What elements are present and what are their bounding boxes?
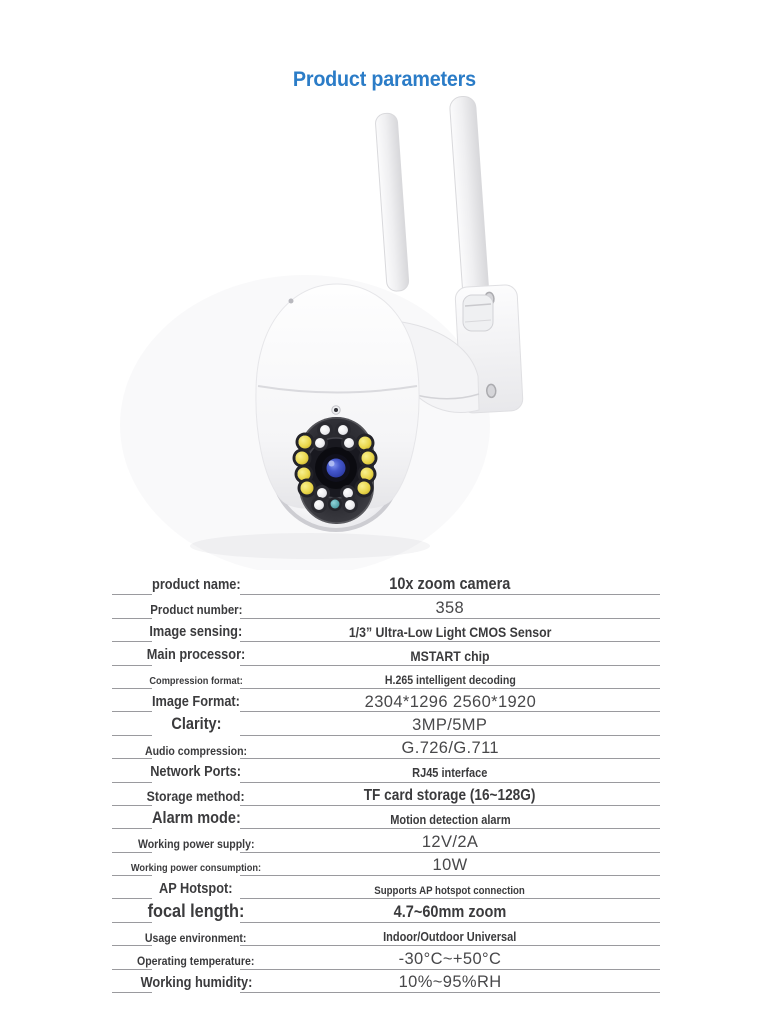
spec-value-cell: [240, 716, 660, 736]
camera-drop-shadow: [190, 533, 430, 559]
led-white: [317, 488, 327, 498]
bracket-screw-bottom: [486, 384, 496, 397]
antenna-hinge: [463, 295, 493, 331]
spec-value-cell: [240, 767, 660, 782]
spec-value-cell: [240, 649, 660, 666]
spec-row: [112, 853, 660, 876]
spec-value-cell: [240, 886, 660, 900]
spec-value-cell: [240, 856, 660, 876]
row-tick-line: [112, 758, 152, 759]
row-tick-line: [112, 922, 152, 923]
spec-value: 358: [435, 597, 465, 617]
row-tick-line: [112, 992, 152, 993]
spec-label: Usage environment:: [145, 930, 247, 945]
spec-row: [112, 619, 660, 642]
spec-row: [112, 829, 660, 852]
row-tick-line: [112, 805, 152, 806]
spec-value: 4.7~60mm zoom: [393, 902, 507, 921]
spec-value: G.726/G.711: [401, 738, 499, 758]
spec-label: Image sensing:: [149, 623, 243, 640]
spec-value-cell: [240, 814, 660, 829]
led-white: [343, 488, 353, 498]
spec-label: Operating temperature:: [137, 954, 255, 969]
mic-hole: [334, 408, 338, 412]
spec-label: Network Ports:: [150, 764, 242, 781]
spec-label-cell: [149, 623, 243, 642]
spec-label-cell: [152, 578, 240, 595]
led-teal: [331, 500, 340, 509]
spec-table: [112, 572, 660, 993]
spec-row: [112, 595, 660, 618]
spec-label: Working humidity:: [140, 974, 252, 991]
spec-row: [112, 689, 660, 712]
spec-value-cell: [240, 693, 660, 713]
row-tick-line: [112, 875, 152, 876]
spec-label-cell: [152, 882, 240, 899]
led-white: [344, 438, 354, 448]
spec-value-cell: [240, 931, 660, 946]
spec-row: [112, 759, 660, 782]
led-white: [315, 438, 325, 448]
spec-label: Compression format:: [149, 674, 243, 687]
led-yellow: [301, 482, 314, 495]
spec-value: 1/3” Ultra-Low Light CMOS Sensor: [348, 624, 552, 641]
spec-label-cell: [149, 674, 243, 689]
spec-label: Main processor:: [146, 647, 246, 664]
led-yellow: [298, 468, 311, 481]
led-yellow: [299, 436, 312, 449]
spec-row: [112, 572, 660, 595]
spec-value: 12V/2A: [421, 831, 479, 851]
spec-value-cell: [240, 576, 660, 595]
spec-label-cell: [152, 810, 240, 829]
row-tick-line: [112, 945, 152, 946]
spec-value: RJ45 interface: [412, 766, 488, 781]
row-tick-line: [112, 852, 152, 853]
spec-label-cell: [152, 695, 240, 712]
row-tick-line: [112, 782, 152, 783]
spec-value: Supports AP hotspot connection: [374, 884, 526, 897]
spec-row: [112, 899, 660, 922]
spec-row: [112, 970, 660, 993]
spec-value: 2304*1296 2560*1920: [364, 691, 536, 711]
spec-value-cell: [240, 739, 660, 759]
spec-label: Storage method:: [147, 788, 245, 805]
spec-label-cell: [130, 862, 262, 876]
spec-label: Product number:: [149, 602, 243, 618]
spec-label: focal length:: [147, 900, 245, 922]
row-tick-line: [112, 594, 152, 595]
spec-row: [112, 923, 660, 946]
spec-value: 3MP/5MP: [412, 714, 488, 734]
spec-value: H.265 intelligent decoding: [384, 673, 516, 688]
spec-value: Motion detection alarm: [389, 813, 511, 828]
spec-label-cell: [144, 743, 248, 760]
row-tick-line: [112, 688, 152, 689]
lens-iris: [327, 459, 346, 478]
spec-value-cell: [240, 950, 660, 970]
lens-glint: [329, 461, 335, 467]
spec-label-cell: [147, 900, 245, 922]
spec-value: MSTART chip: [410, 647, 490, 664]
row-tick-line: [112, 665, 152, 666]
spec-label-cell: [152, 765, 240, 782]
spec-label-cell: [140, 974, 252, 993]
led-yellow: [358, 482, 371, 495]
spec-value-cell: [240, 625, 660, 642]
row-tick-line: [112, 898, 152, 899]
dome-vent-hole: [289, 299, 294, 304]
led-white: [345, 500, 355, 510]
spec-label-cell: [147, 788, 245, 806]
led-yellow: [362, 452, 375, 465]
spec-value-cell: [240, 599, 660, 619]
spec-label-cell: [152, 716, 240, 735]
spec-label: Audio compression:: [144, 743, 248, 758]
row-tick-line: [112, 641, 152, 642]
row-tick-line: [112, 828, 152, 829]
spec-value: 10W: [432, 855, 468, 875]
led-white: [314, 500, 324, 510]
spec-row: [112, 876, 660, 899]
spec-label: AP Hotspot:: [159, 881, 233, 898]
spec-label-cell: [137, 837, 255, 853]
spec-value-cell: [240, 973, 660, 993]
spec-value-cell: [240, 788, 660, 806]
spec-value: 10%~95%RH: [398, 972, 502, 992]
spec-value: -30°C~+50°C: [398, 948, 502, 968]
spec-label-cell: [146, 647, 246, 665]
spec-value-cell: [240, 904, 660, 923]
spec-label: Image Format:: [152, 694, 240, 711]
spec-row: [112, 666, 660, 689]
spec-value: TF card storage (16~128G): [364, 786, 536, 804]
spec-label: Alarm mode:: [151, 808, 241, 827]
antenna-left: [375, 113, 409, 292]
spec-label: Clarity:: [170, 715, 222, 734]
spec-value: 10x zoom camera: [389, 575, 511, 594]
row-tick-line: [112, 735, 152, 736]
spec-label: Working power supply:: [137, 837, 255, 852]
led-white: [338, 425, 348, 435]
spec-value-cell: [240, 833, 660, 853]
spec-row: [112, 946, 660, 969]
page-title-text: Product parameters: [292, 68, 476, 92]
led-white: [320, 425, 330, 435]
spec-label: Working power consumption:: [130, 862, 262, 875]
spec-row: [112, 642, 660, 665]
row-tick-line: [112, 969, 152, 970]
led-yellow: [361, 468, 374, 481]
spec-row: [112, 806, 660, 829]
led-yellow: [296, 452, 309, 465]
spec-value: Indoor/Outdoor Universal: [383, 930, 517, 945]
row-tick-line: [112, 711, 152, 712]
spec-row: [112, 712, 660, 735]
spec-label: product name:: [151, 577, 241, 594]
led-yellow: [359, 437, 372, 450]
spec-row: [112, 736, 660, 759]
spec-label-cell: [145, 930, 247, 947]
spec-label-cell: [137, 954, 255, 970]
spec-row: [112, 783, 660, 806]
spec-label-cell: [149, 602, 243, 619]
row-tick-line: [112, 618, 152, 619]
spec-value-cell: [240, 674, 660, 689]
